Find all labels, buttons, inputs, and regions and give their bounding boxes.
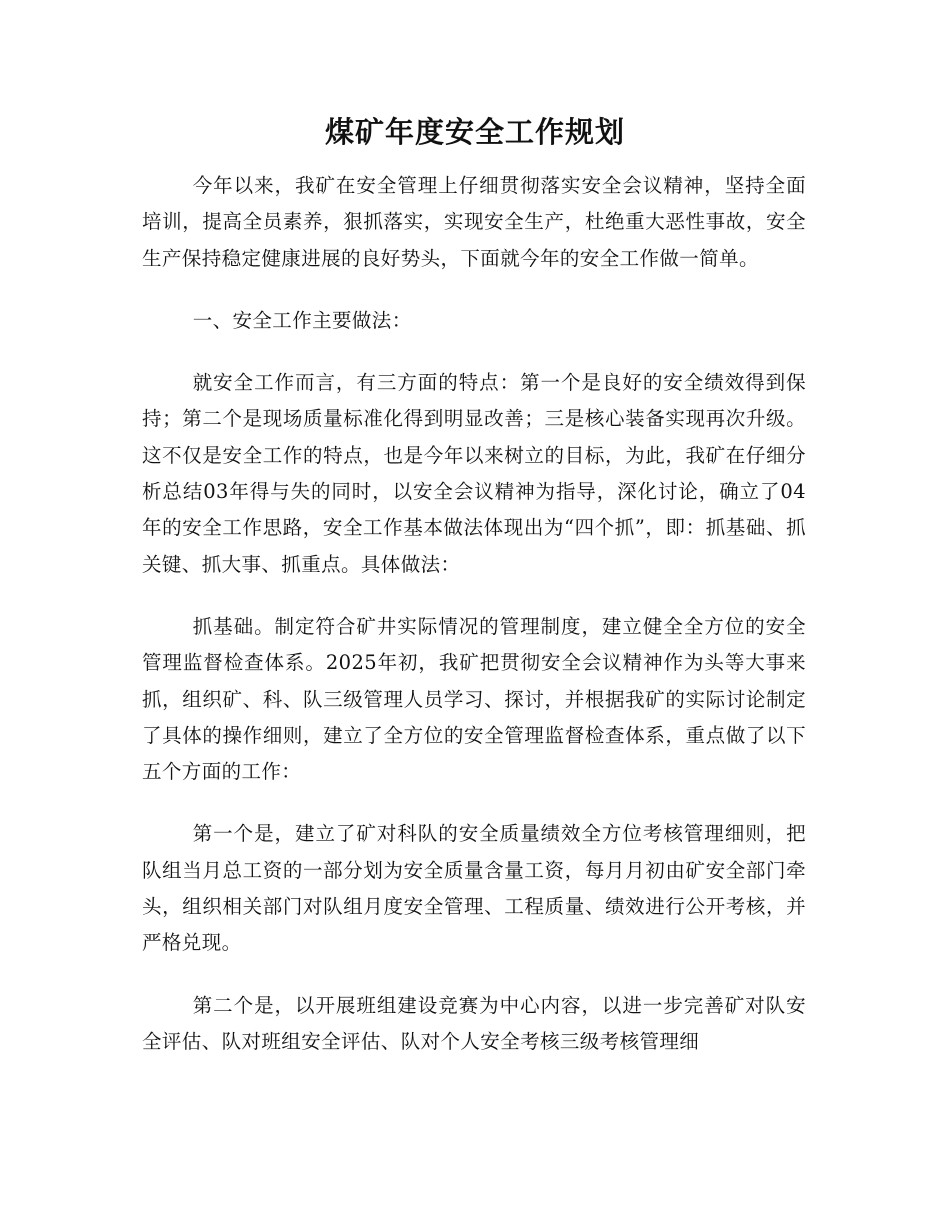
body-paragraph: 就安全工作而言，有三方面的特点：第一个是良好的安全绩效得到保持；第二个是现场质量标准化得到明显改善；三是核心装备实现再次升级。这不仅是安全工作的特点，也是今年以来树立的目标，为此，我矿在仔细分析总结03年得与失的同时，以安全会议精神为指导，深化讨论，确立了04年的安全工作思路，安全工作基本做法体现出为“四个抓”，即：抓基础、抓关键、抓大事、抓重点。具体做法： <box>142 371 806 576</box>
intro-paragraph: 今年以来，我矿在安全管理上仔细贯彻落实安全会议精神，坚持全面培训，提高全员素养，狠抓落实，实现安全生产，杜绝重大恶性事故，安全生产保持稳定健康进展的良好势头，下面就今年的安全工作做一简单。 <box>142 174 806 270</box>
body-paragraph: 抓基础。制定符合矿井实际情况的管理制度，建立健全全方位的安全管理监督检查体系。2025年初，我矿把贯彻安全会议精神作为头等大事来抓，组织矿、科、队三级管理人员学习、探讨，并根据我矿的实际讨论制定了具体的操作细则，建立了全方位的安全管理监督检查体系，重点做了以下五个方面的工作： <box>142 614 806 784</box>
body-paragraph: 第二个是，以开展班组建设竞赛为中心内容，以进一步完善矿对队安全评估、队对班组安全评估、队对个人安全考核三级考核管理细 <box>142 993 806 1053</box>
document-title: 煤矿年度安全工作规划 <box>324 115 625 149</box>
section-heading: 一、安全工作主要做法： <box>192 308 412 332</box>
document-body <box>142 168 806 1086</box>
body-paragraph: 第一个是，建立了矿对科队的安全质量绩效全方位考核管理细则，把队组当月总工资的一部分划为安全质量含量工资，每月月初由矿安全部门牵头，组织相关部门对队组月度安全管理、工程质量、绩效进行公开考核，并严格兑现。 <box>142 822 806 955</box>
